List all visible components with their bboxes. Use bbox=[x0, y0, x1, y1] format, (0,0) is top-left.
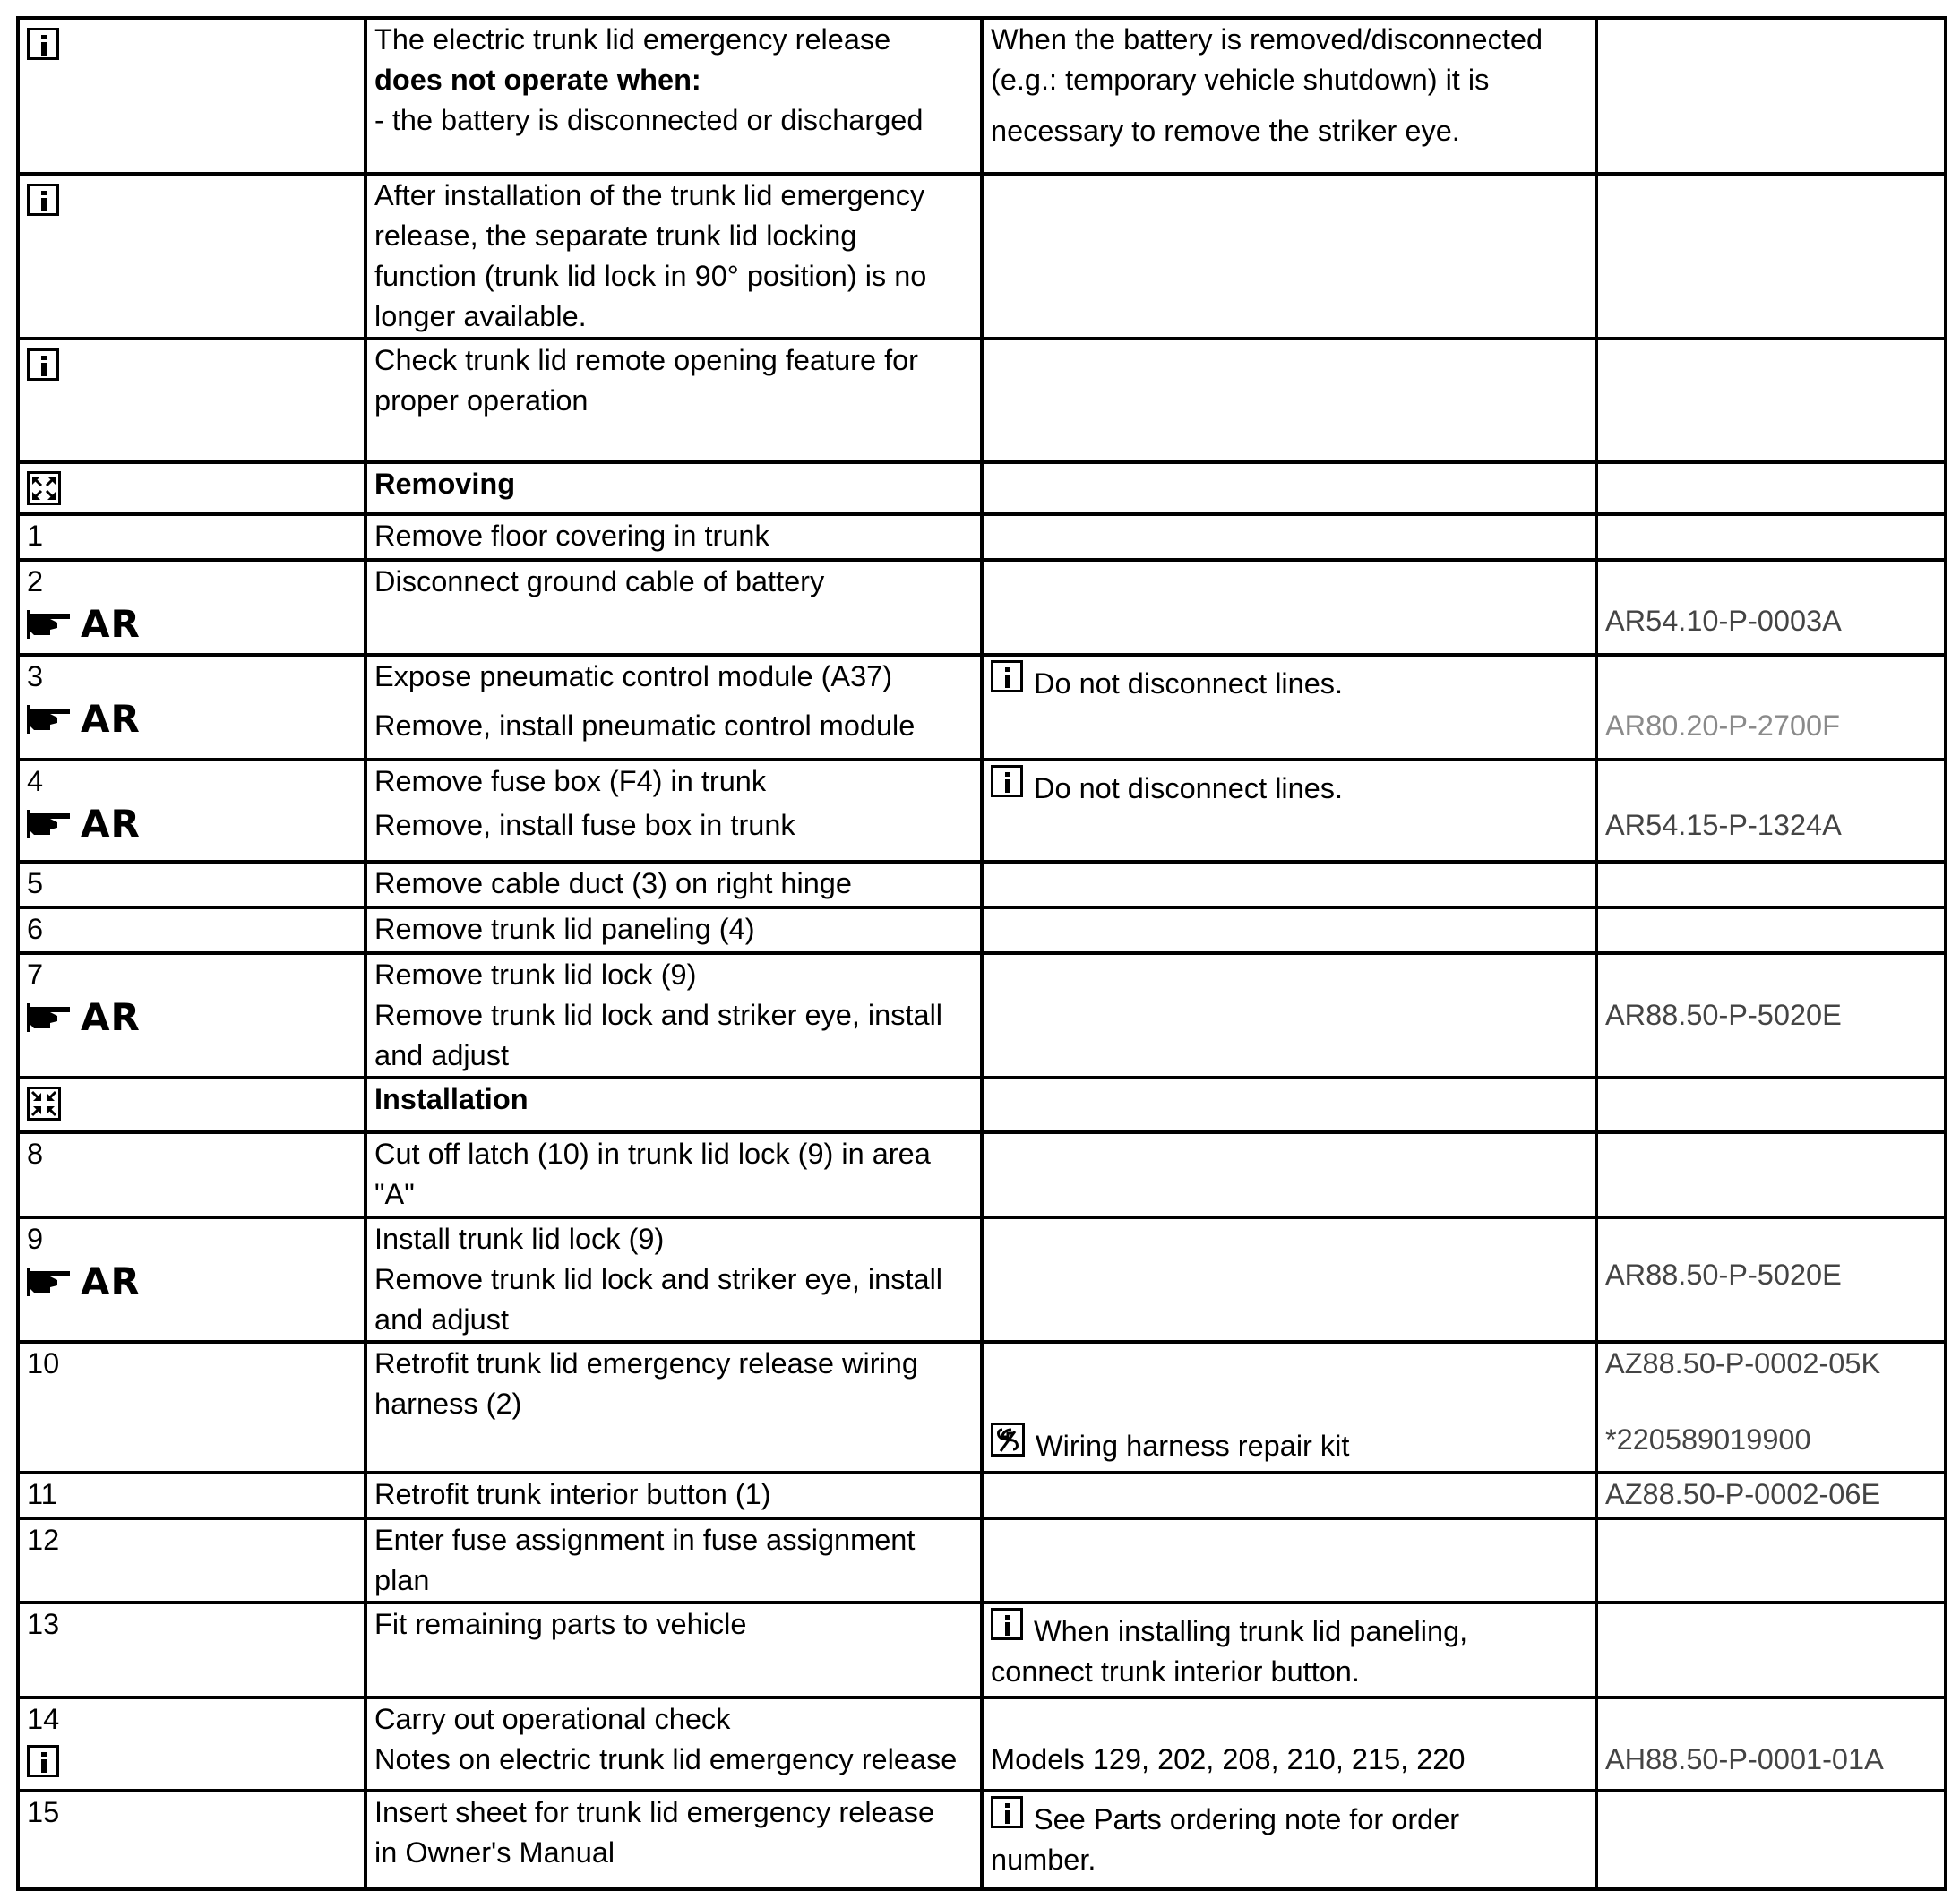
step-number: 9 bbox=[27, 1223, 44, 1255]
table-row: 8 Cut off latch (10) in trunk lid lock (9) in area "A" bbox=[18, 1132, 1946, 1217]
step-number: 2 bbox=[27, 565, 44, 597]
table-row: 12 Enter fuse assignment in fuse assignment plan bbox=[18, 1518, 1946, 1603]
reference-link[interactable]: AR80.20-P-2700F bbox=[1605, 709, 1840, 742]
ar-reference-icon: AR bbox=[27, 997, 141, 1038]
step-number: 15 bbox=[27, 1796, 60, 1828]
table-row: 7 AR Remove trunk lid lock (9) Remove trunk lid lock and striker eye, install and adjust AR88.50-P-5020E bbox=[18, 953, 1946, 1078]
pointing-hand-icon bbox=[27, 806, 77, 842]
reference-link[interactable]: AR88.50-P-5020E bbox=[1605, 999, 1842, 1031]
table-row: 1 Remove floor covering in trunk bbox=[18, 514, 1946, 560]
reference-link[interactable]: AZ88.50-P-0002-05K bbox=[1605, 1347, 1881, 1380]
step-number: 13 bbox=[27, 1608, 60, 1640]
reference-link[interactable]: AR88.50-P-5020E bbox=[1605, 1259, 1842, 1291]
table-row: The electric trunk lid emergency release does not operate when: - the battery is disconnected or discharged When the battery is removed/disconnected (e.g.: temporary vehicle shutdown) it is necessary to remove the striker eye. bbox=[18, 18, 1946, 174]
table-row: 2 AR Disconnect ground cable of battery AR54.10-P-0003A bbox=[18, 560, 1946, 655]
ar-reference-icon: AR bbox=[27, 804, 141, 845]
ar-reference-icon: AR bbox=[27, 1261, 141, 1302]
step-number: 8 bbox=[27, 1138, 44, 1170]
table-row: 4 AR Remove fuse box (F4) in trunk Remove, install fuse box in trunk Do not disconnect lines. AR54.15-P-1324A bbox=[18, 760, 1946, 862]
info-icon bbox=[27, 28, 59, 60]
reference-link[interactable]: AZ88.50-P-0002-06E bbox=[1605, 1478, 1881, 1510]
info-icon bbox=[991, 1796, 1023, 1828]
table-row: 11 Retrofit trunk interior button (1) AZ88.50-P-0002-06E bbox=[18, 1473, 1946, 1518]
section-title: Removing bbox=[374, 468, 516, 500]
step-number: 14 bbox=[27, 1703, 60, 1735]
table-row: 6 Remove trunk lid paneling (4) bbox=[18, 907, 1946, 953]
info-icon bbox=[991, 1608, 1023, 1640]
part-number: *220589019900 bbox=[1605, 1423, 1811, 1456]
pointing-hand-icon bbox=[27, 701, 77, 737]
info-icon bbox=[27, 1745, 59, 1777]
info-icon bbox=[991, 660, 1023, 692]
info-icon bbox=[27, 348, 59, 381]
step-number: 6 bbox=[27, 913, 44, 945]
table-row: Check trunk lid remote opening feature for proper operation bbox=[18, 339, 1946, 462]
removing-icon bbox=[27, 471, 61, 505]
table-row bbox=[18, 1078, 1946, 1132]
step-number: 11 bbox=[27, 1478, 57, 1510]
step-number: 4 bbox=[27, 765, 44, 797]
table-row: 3 AR Expose pneumatic control module (A37) Remove, install pneumatic control module Do not disconnect lines. AR80.20-P-2700F bbox=[18, 655, 1946, 760]
procedure-table bbox=[16, 16, 1947, 1891]
table-row: 10 Retrofit trunk lid emergency release wiring harness (2) Wiring harness repair kit AZ88.50-P-0002-05K *220589019900 bbox=[18, 1342, 1946, 1473]
reference-link[interactable]: AR54.15-P-1324A bbox=[1605, 809, 1842, 841]
step-number: 7 bbox=[27, 958, 44, 991]
table-row: After installation of the trunk lid emergency release, the separate trunk lid locking function (trunk lid lock in 90° position) is no longer available. bbox=[18, 174, 1946, 339]
pointing-hand-icon bbox=[27, 1000, 77, 1036]
step-number: 5 bbox=[27, 867, 44, 899]
reference-link[interactable]: AH88.50-P-0001-01A bbox=[1605, 1743, 1884, 1775]
table-row: 14 Carry out operational check Notes on electric trunk lid emergency release Models 129, 202, 208, 210, 215, 220 AH88.50-P-0001-01A bbox=[18, 1698, 1946, 1791]
step-number: 12 bbox=[27, 1524, 60, 1556]
step-number: 10 bbox=[27, 1347, 60, 1380]
table-row: 13 Fit remaining parts to vehicle When installing trunk lid paneling, connect trunk interior button. bbox=[18, 1603, 1946, 1698]
step-number: 3 bbox=[27, 660, 44, 692]
step-number: 1 bbox=[27, 520, 44, 552]
pointing-hand-icon bbox=[27, 606, 77, 642]
ar-reference-icon: AR bbox=[27, 604, 141, 645]
installation-icon bbox=[27, 1087, 61, 1121]
table-row: 9 AR Install trunk lid lock (9) Remove trunk lid lock and striker eye, install and adjust AR88.50-P-5020E bbox=[18, 1217, 1946, 1342]
ar-reference-icon: AR bbox=[27, 699, 141, 740]
info-icon bbox=[27, 184, 59, 216]
table-row: 15 Insert sheet for trunk lid emergency release in Owner's Manual See Parts ordering note for order number. bbox=[18, 1791, 1946, 1889]
table-row bbox=[18, 462, 1946, 514]
pointing-hand-icon bbox=[27, 1264, 77, 1300]
reference-link[interactable]: AR54.10-P-0003A bbox=[1605, 605, 1842, 637]
info-icon bbox=[991, 765, 1023, 797]
repair-kit-icon bbox=[991, 1423, 1025, 1457]
section-title: Installation bbox=[374, 1083, 529, 1115]
table-row: 5 Remove cable duct (3) on right hinge bbox=[18, 862, 1946, 907]
